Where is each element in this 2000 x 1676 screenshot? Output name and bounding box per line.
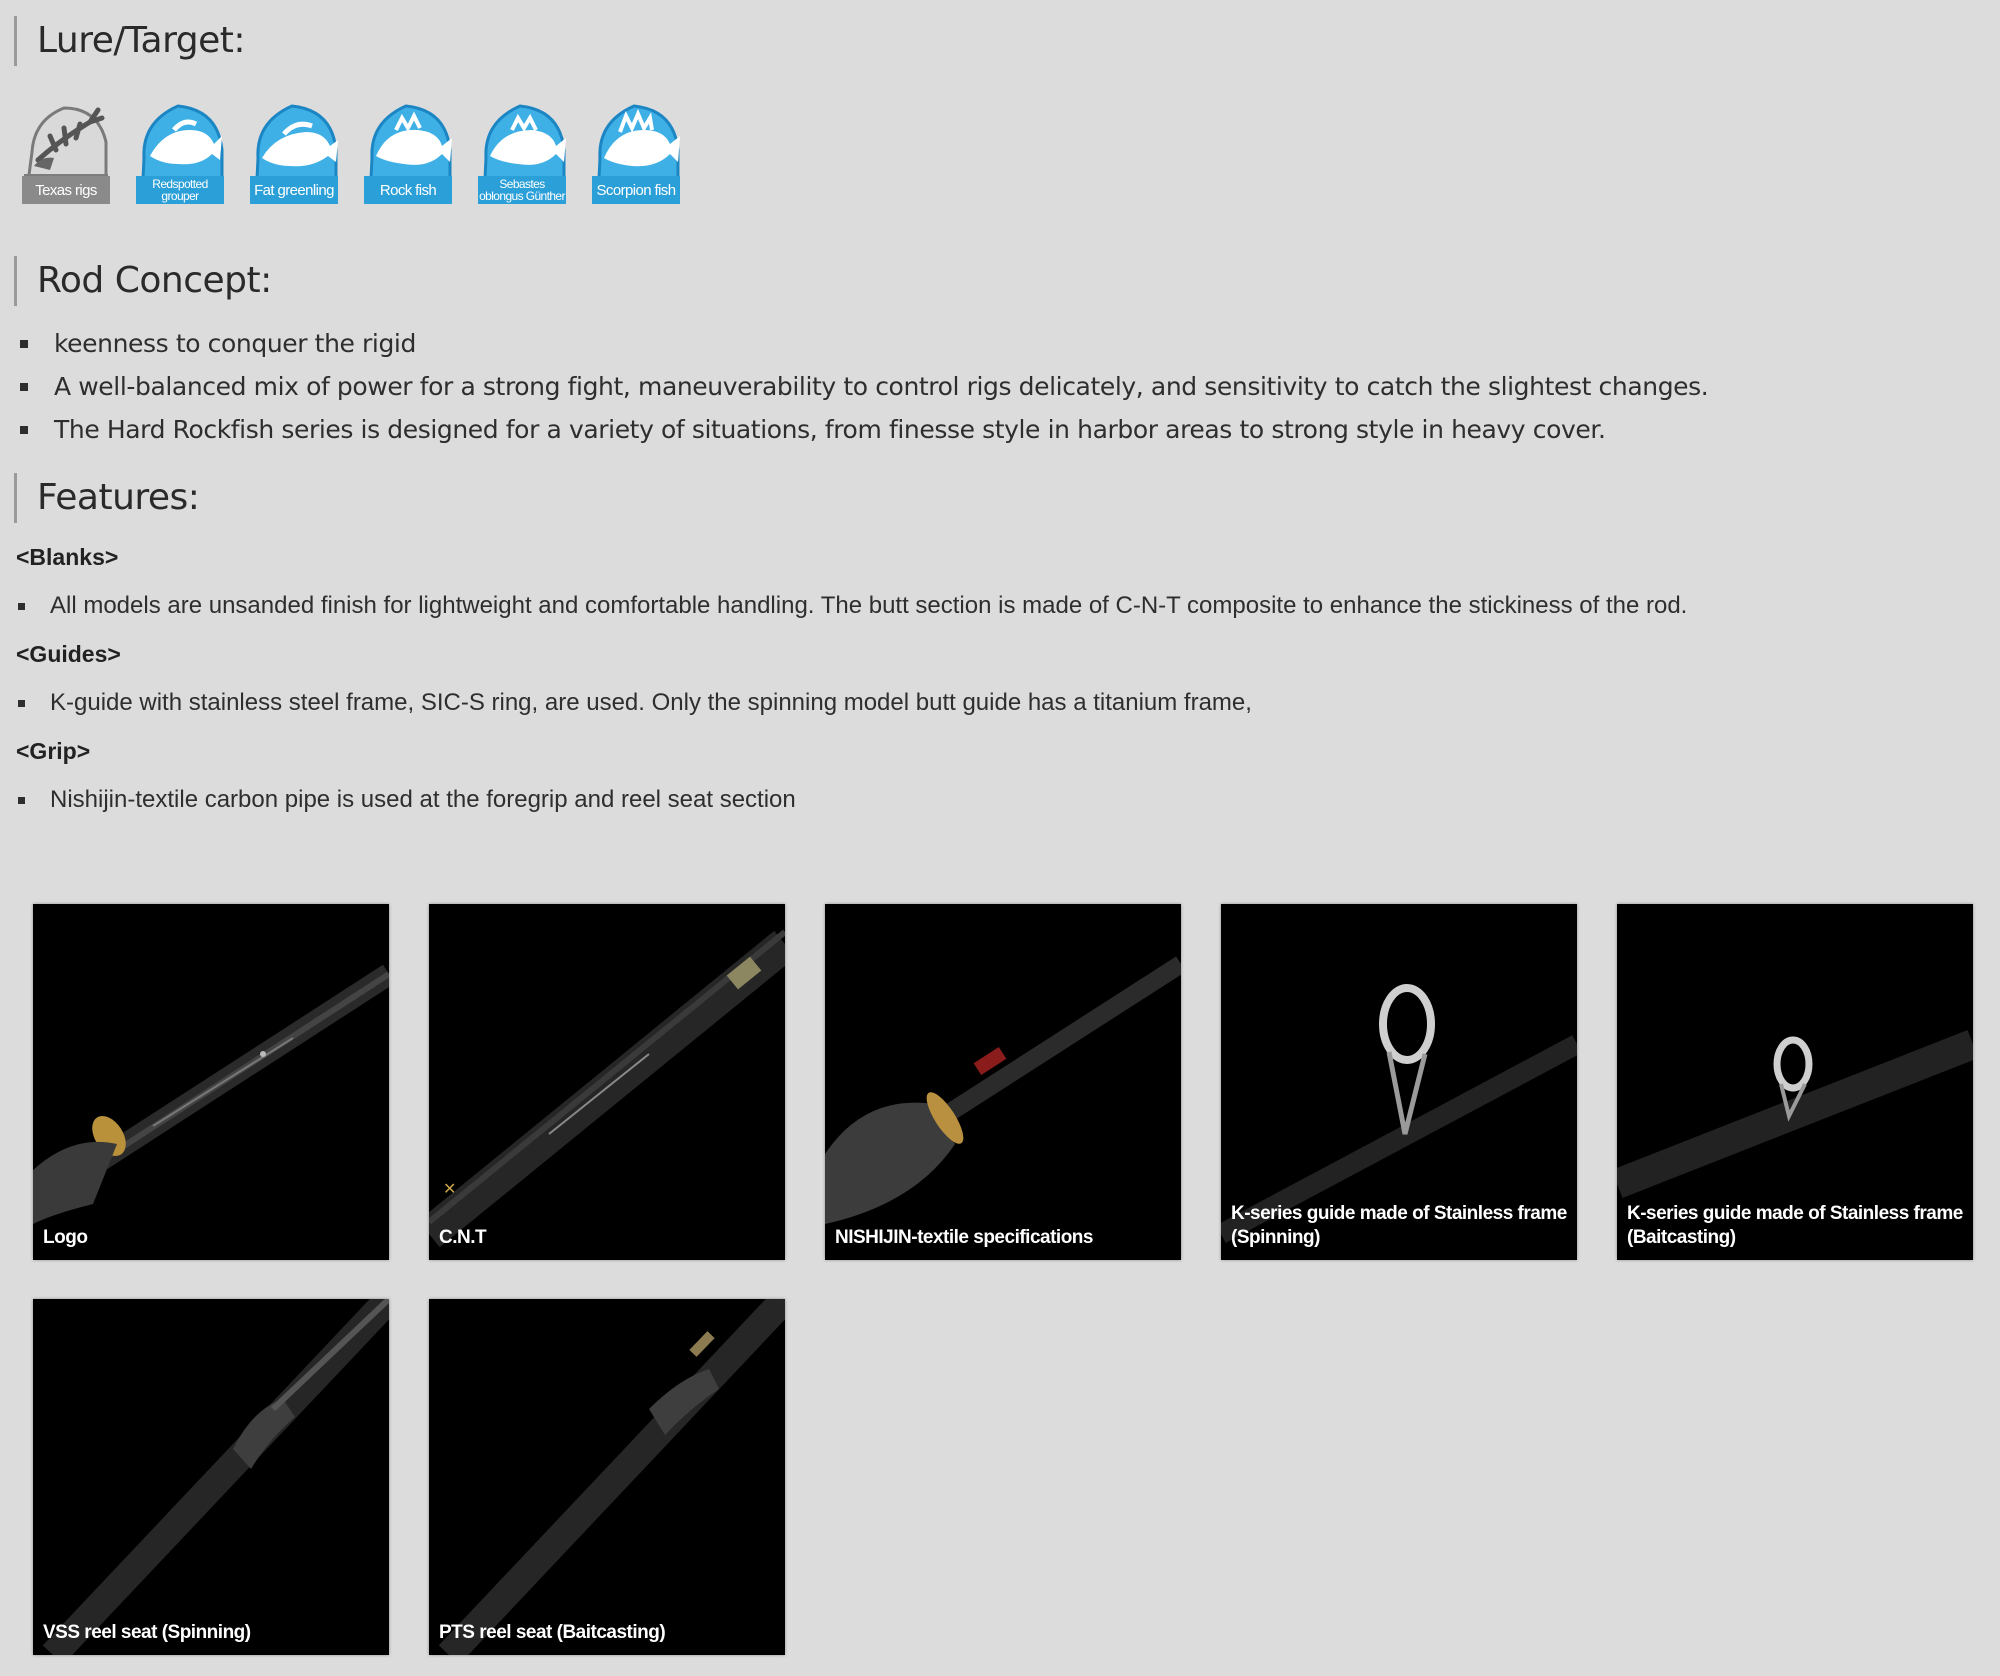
rod-concept-title: Rod Concept: [14, 256, 272, 306]
tile-caption: K-series guide made of Stainless frame (Spinning) [1231, 1203, 1567, 1248]
target-label: Redspotted grouper [136, 176, 224, 204]
target-fat-greenling [248, 100, 340, 204]
target-label: Rock fish [364, 176, 452, 204]
list-item: Nishijin-textile carbon pipe is used at the foregrip and reel seat section [16, 786, 796, 814]
target-label: Scorpion fish [592, 176, 680, 204]
gallery-tile-k-guide-baitcasting[interactable] [1617, 904, 1973, 1260]
grip-list [16, 786, 796, 814]
rod-logo-image [33, 904, 389, 1260]
grip-heading: <Grip> [16, 738, 91, 764]
list-item: All models are unsanded finish for lightweight and comfortable handling. The butt section is made of C-N-T composite to enhance the stickiness of the rod. [16, 592, 1687, 620]
target-scorpion-fish [590, 100, 682, 204]
tile-caption: K-series guide made of Stainless frame (Baitcasting) [1627, 1203, 1963, 1248]
list-item: K-guide with stainless steel frame, SIC-S ring, are used. Only the spinning model butt guide has a titanium frame, [16, 689, 1252, 717]
blanks-heading: <Blanks> [16, 544, 119, 570]
tile-caption: VSS reel seat (Spinning) [43, 1622, 251, 1643]
target-label: Fat greenling [250, 176, 338, 204]
gallery-tile-cnt[interactable] [429, 904, 785, 1260]
features-title: Features: [14, 473, 199, 523]
target-rock-fish [362, 100, 454, 204]
gallery-tile-vss-reel-seat[interactable] [33, 1299, 389, 1655]
target-redspotted-grouper [134, 100, 226, 204]
rod-vss-image [33, 1299, 389, 1655]
gallery-tile-k-guide-spinning[interactable] [1221, 904, 1577, 1260]
gallery-tile-nishijin[interactable] [825, 904, 1181, 1260]
target-texas-rigs [20, 100, 112, 204]
target-sebastes-oblongus [476, 100, 568, 204]
rod-cnt-image [429, 904, 785, 1260]
target-label: Sebastes oblongus Günther [479, 177, 565, 203]
rod-concept-list [20, 322, 1708, 451]
list-item: The Hard Rockfish series is designed for a variety of situations, from finesse style in harbor areas to strong style in heavy cover. [20, 408, 1708, 451]
target-icons [20, 100, 682, 204]
gallery-tile-pts-reel-seat[interactable] [429, 1299, 785, 1655]
list-item: keenness to conquer the rigid [20, 322, 1708, 365]
lure-target-title: Lure/Target: [14, 16, 245, 66]
guides-list [16, 689, 1252, 717]
guides-heading: <Guides> [16, 641, 121, 667]
svg-text:✕: ✕ [443, 1179, 457, 1198]
tile-caption: C.N.T [439, 1227, 487, 1248]
rod-nishijin-image [825, 904, 1181, 1260]
tile-caption: PTS reel seat (Baitcasting) [439, 1622, 666, 1643]
blanks-list [16, 592, 1687, 620]
gallery-tile-logo[interactable] [33, 904, 389, 1260]
target-label: Texas rigs [22, 176, 110, 204]
tile-caption: Logo [43, 1227, 88, 1248]
tile-caption: NISHIJIN-textile specifications [835, 1227, 1093, 1248]
list-item: A well-balanced mix of power for a strong fight, maneuverability to control rigs delicately, and sensitivity to catch the slightest changes. [20, 365, 1708, 408]
rod-pts-image [429, 1299, 785, 1655]
